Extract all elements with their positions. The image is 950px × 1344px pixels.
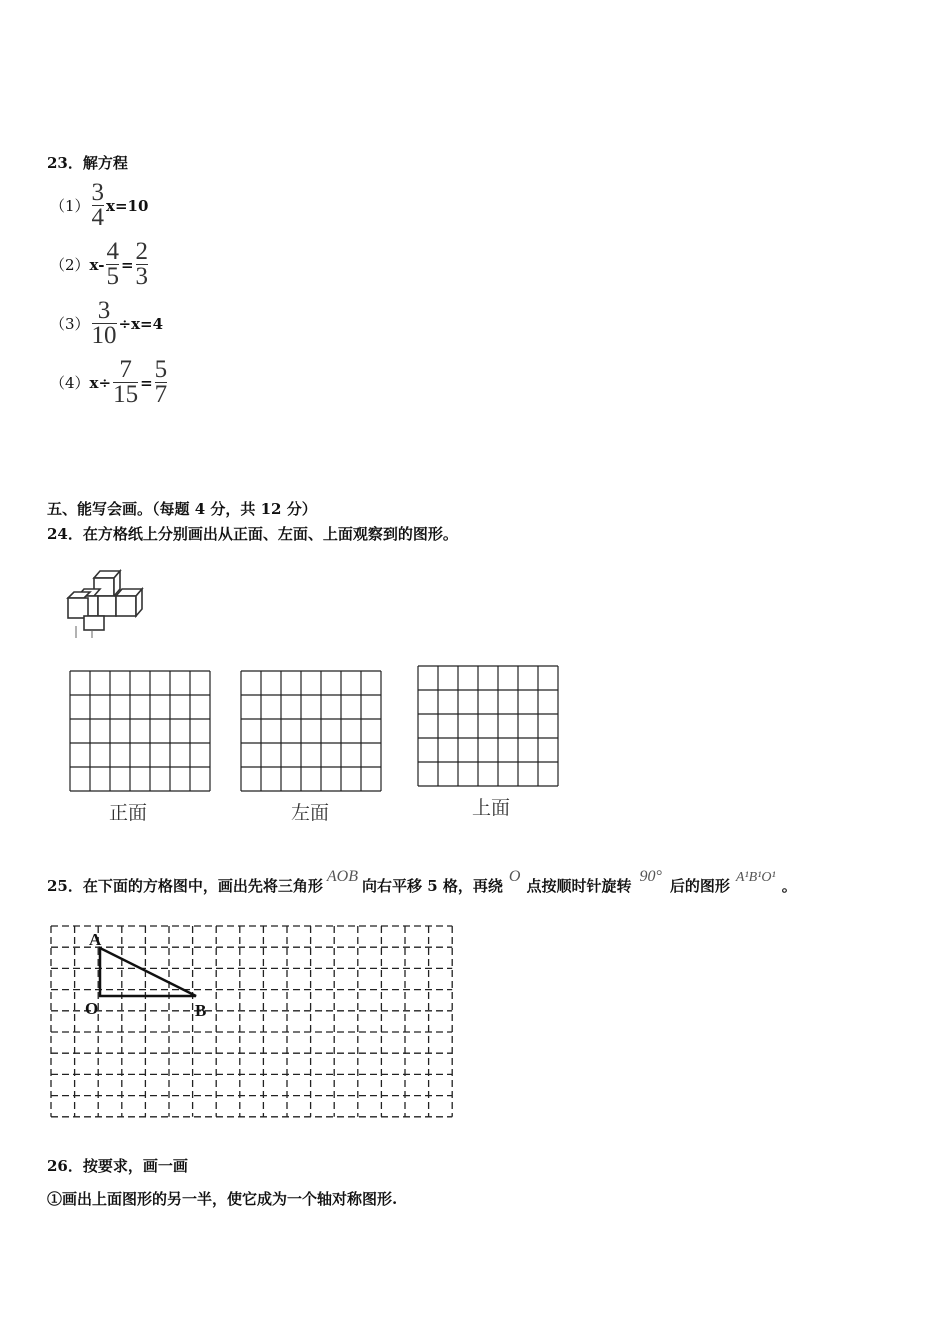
q25-text-part: 。 [781,877,797,895]
numerator: 7 [119,356,132,383]
equals-sign: = [140,373,153,392]
expression: x÷ [89,373,112,392]
q25-text-part: 后的图形 [669,877,730,895]
triangle-aob [100,948,196,996]
section-heading: 五、能写会画。（每题 4 分，共 12 分） [47,500,317,518]
numerator: 3 [91,179,105,206]
point-label-a: A [89,930,102,949]
denominator: 15 [113,381,139,408]
numerator: 3 [97,297,111,324]
denominator: 3 [135,263,149,290]
expression: x- [89,255,105,274]
item-label: （4） [50,374,90,392]
denominator: 7 [154,381,168,408]
math-o: O [508,868,521,885]
q25-text-part: 25．在下面的方格图中，画出先将三角形 [47,877,323,895]
q25-text-part: 向右平移 5 格，再绕 [362,877,503,895]
point-label-b: B [195,1001,207,1020]
q25-text-part: 点按顺时针旋转 [526,877,632,895]
denominator: 4 [91,204,105,231]
math-angle: 90° [639,868,662,885]
q26-item-1: ①画出上面图形的另一半，使它成为一个轴对称图形. [47,1190,398,1208]
equals-sign: = [120,255,134,274]
numerator: 2 [135,238,149,265]
expression: x=10 [106,196,149,215]
denominator: 5 [106,263,119,290]
grid-label-front: 正面 [109,802,148,824]
q23-title: 23．解方程 [47,154,128,172]
math-a1b1o1: A¹B¹O¹ [735,870,776,885]
expression: ÷x=4 [118,314,164,333]
grid-label-left: 左面 [291,802,330,824]
numerator: 4 [106,238,119,265]
grid-label-top: 上面 [472,797,511,819]
numerator: 5 [154,356,168,383]
q26-title: 26．按要求，画一画 [47,1157,188,1175]
item-label: （1） [50,197,90,215]
math-aob: AOB [326,868,358,885]
q24-text: 24．在方格纸上分别画出从正面、左面、上面观察到的图形。 [47,525,458,543]
denominator: 10 [91,322,117,349]
point-label-o: O [85,999,99,1018]
item-label: （2） [50,256,90,274]
item-label: （3） [50,315,90,333]
